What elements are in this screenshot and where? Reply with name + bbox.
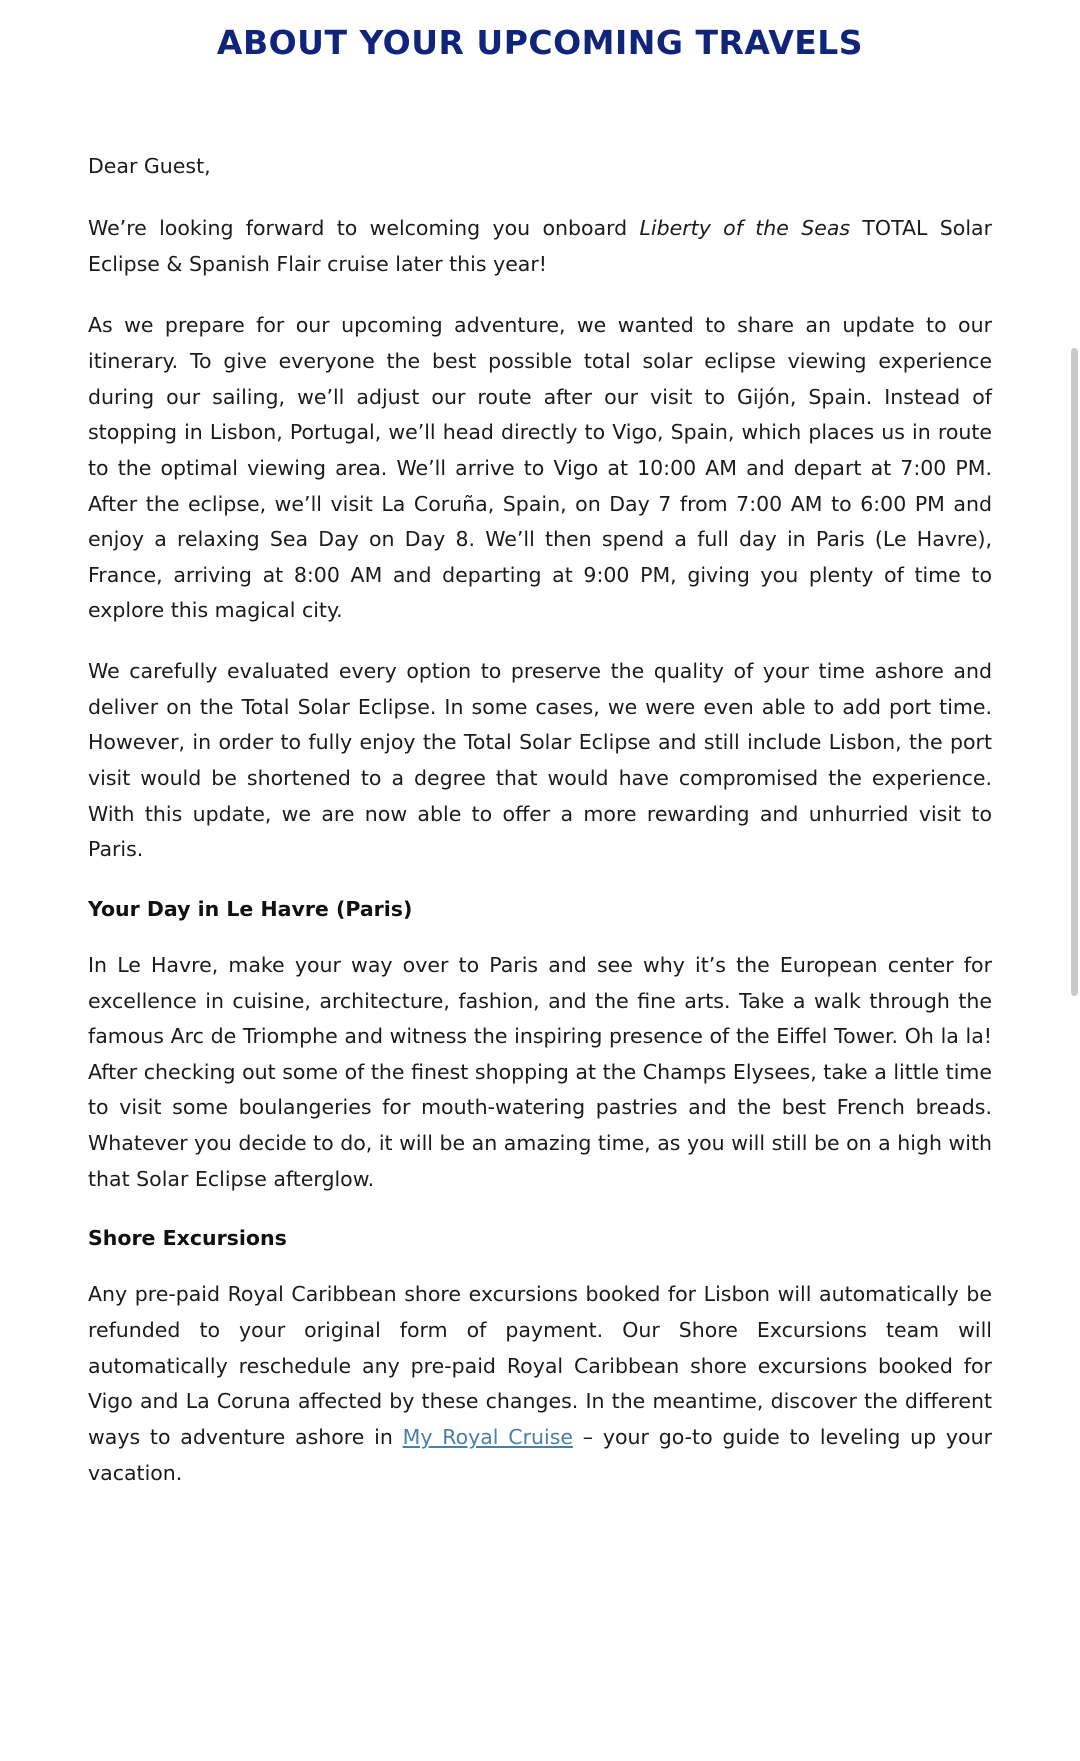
my-royal-cruise-link[interactable]: My Royal Cruise: [402, 1424, 574, 1449]
salutation: Dear Guest,: [88, 154, 211, 179]
paragraph-welcome: [88, 211, 992, 282]
document-body: [0, 149, 1080, 1491]
heading-le-havre: Your Day in Le Havre (Paris): [88, 897, 413, 922]
paragraph-itinerary-update: As we prepare for our upcoming adventure, we wanted to share an update to our itinerary. To give everyone the best possible total solar eclipse viewing experience during our sailing, we’ll adjust our route after our visit to Gijón, Spain. Instead of stopping in Lisbon, Portugal, we’ll head directly to Vigo, Spain, which places us in route to the optimal viewing area. We’ll arrive to Vigo at 10:00 AM and depart at 7:00 PM. After the eclipse, we’ll visit La Coruña, Spain, on Day 7 from 7:00 AM to 6:00 PM and enjoy a relaxing Sea Day on Day 8. We’ll then spend a full day in Paris (Le Havre), France, arriving at 8:00 AM and departing at 9:00 PM, giving you plenty of time to explore this magical city.: [88, 313, 992, 623]
paragraph-welcome-part2: TOTAL Solar Eclipse & Spanish Flair cruise later this year!: [88, 215, 993, 276]
heading-shore-excursions: Shore Excursions: [88, 1226, 287, 1251]
ship-name: Liberty of the Seas: [639, 215, 851, 240]
scrollbar-thumb[interactable]: [1071, 348, 1078, 996]
paragraph-le-havre: In Le Havre, make your way over to Paris and see why it’s the European center for excellence in cuisine, architecture, fashion, and the fine arts. Take a walk through the famous Arc de Triomphe and witness the inspiring presence of the Eiffel Tower. Oh la la! After checking out some of the finest shopping at the Champs Elysees, take a little time to visit some boulangeries for mouth-watering pastries and the best French breads. Whatever you decide to do, it will be an amazing time, as you will still be on a high with that Solar Eclipse afterglow.: [88, 952, 992, 1191]
scrollbar[interactable]: [1070, 0, 1080, 1761]
paragraph-welcome-part1: We’re looking forward to welcoming you onboard: [88, 215, 640, 240]
paragraph-shore-excursions-part1: Any pre-paid Royal Caribbean shore excursions booked for Lisbon will automatically be refunded to your original form of payment. Our Shore Excursions team will automatically reschedule any pre-paid Royal Caribbean shore excursions booked for Vigo and La Coruna affected by these changes. In the meantime, discover the different ways to adventure ashore in: [88, 1282, 992, 1449]
page-title: ABOUT YOUR UPCOMING TRAVELS: [216, 23, 864, 62]
paragraph-evaluation: We carefully evaluated every option to preserve the quality of your time ashore and deliver on the Total Solar Eclipse. In some cases, we were even able to add port time. However, in order to fully enjoy the Total Solar Eclipse and still include Lisbon, the port visit would be shortened to a degree that would have compromised the experience. With this update, we are now able to offer a more rewarding and unhurried visit to Paris.: [88, 659, 992, 862]
paragraph-shore-excursions: [88, 1277, 992, 1491]
paragraph-shore-excursions-part2: – your go-to guide to leveling up your vacation.: [88, 1424, 993, 1485]
